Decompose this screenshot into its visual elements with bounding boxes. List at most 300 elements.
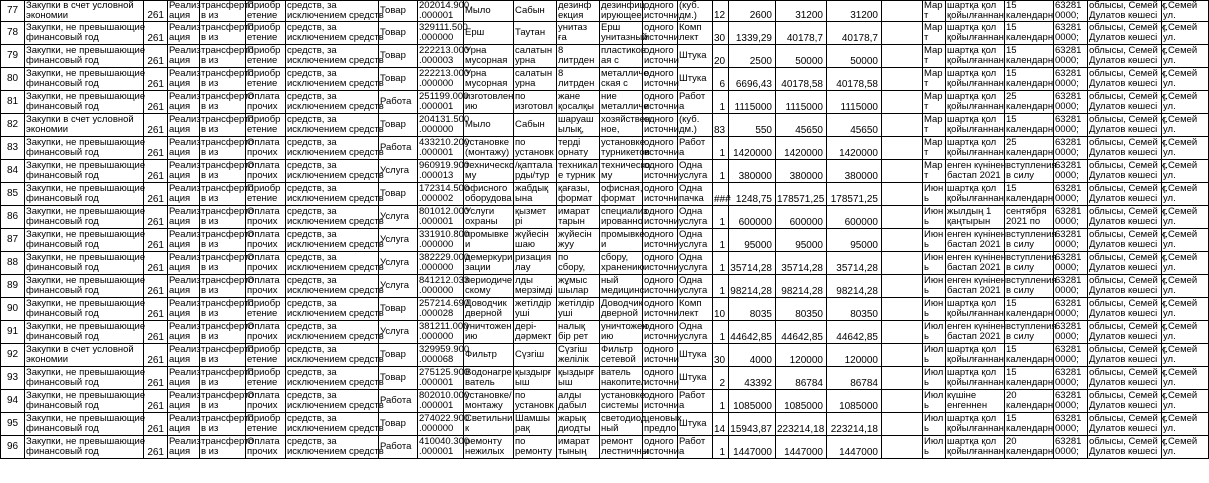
delivery-term-kz-cell[interactable]: енген күнінен бастап 2021 [947, 229, 1006, 250]
subject-type-cell[interactable]: Услуга [379, 275, 418, 298]
address-ru-cell[interactable]: г.Семей ул. [1162, 275, 1209, 298]
realization-cell[interactable]: Реализ ация [169, 436, 201, 457]
purchase-type-cell[interactable]: Закупки, не превышающие финансовый год [26, 252, 146, 273]
description-kz-cell[interactable]: дезинф екция [557, 1, 600, 22]
unit-price-cell[interactable]: 1248,75 [729, 183, 776, 206]
transfer-cell[interactable]: трансферто в из [201, 160, 254, 181]
ktru-code-cell[interactable]: 204131.500 .000000 [419, 114, 470, 135]
address-ru-cell[interactable]: г.Семей ул. [1162, 137, 1209, 160]
amount-cell[interactable]: 380000 [776, 160, 827, 183]
purchase-type-cell[interactable]: Закупки в счет условной экономии [25, 1, 144, 22]
address-kz-cell[interactable]: облысы, Семей қ, Дулатов көшесі [1089, 137, 1168, 158]
total-cell[interactable]: 98214,28 [827, 275, 882, 298]
quantity-cell[interactable]: 1 [713, 206, 729, 229]
kato-cell[interactable]: 63281 0000; [1054, 436, 1088, 459]
unit-price-cell[interactable]: 550 [729, 114, 776, 137]
subject-type-cell[interactable]: Товар [379, 367, 418, 390]
unit-price-cell[interactable]: 43392 [729, 367, 776, 390]
description-ru-cell[interactable]: офисная, формат [601, 183, 643, 204]
delivery-term-ru-cell[interactable]: 15 календарн [1006, 114, 1054, 135]
description-ru-cell[interactable]: хозяйствен ное, [601, 114, 651, 135]
empty-cell[interactable] [882, 367, 923, 390]
acquisition-cell[interactable]: Оплата прочих [246, 252, 286, 275]
delivery-term-kz-cell[interactable]: шартқа қол қойылғаннан [947, 436, 1004, 457]
name-ru-cell[interactable]: ремонту нежилых [464, 436, 514, 459]
amount-cell[interactable]: 98214,28 [776, 275, 827, 298]
ktru-code-cell[interactable]: 960919.900 .000013 [419, 160, 470, 181]
name-ru-cell[interactable]: Доводчик дверной [464, 298, 514, 321]
total-cell[interactable]: 178571,25 [827, 183, 882, 206]
name-ru-cell[interactable]: промывке и [464, 229, 514, 252]
funds-cell[interactable]: средств, за исключением средств [287, 390, 384, 411]
unit-cell[interactable]: (куб. дм.) [678, 114, 713, 137]
description-kz-cell[interactable]: жарық диодты [557, 413, 600, 436]
acquisition-cell[interactable]: Приобр етение [246, 114, 286, 137]
row-number-cell[interactable]: 85 [1, 183, 25, 206]
purchase-type-cell[interactable]: Закупки, не превышающие финансовый год [26, 436, 146, 457]
funds-cell[interactable]: средств, за исключением средств [287, 114, 384, 135]
method-cell[interactable]: одного источни [644, 160, 679, 181]
name-ru-cell[interactable]: Светильни к [465, 413, 513, 434]
realization-cell[interactable]: Реализ ация [169, 114, 201, 135]
month-cell[interactable]: Июл ь [923, 390, 946, 413]
description-ru-cell[interactable]: Фильтр сетевой [600, 344, 643, 367]
total-cell[interactable]: 35714,28 [827, 252, 882, 275]
delivery-term-kz-cell[interactable]: енген күнінен бастап 2021 [947, 160, 1006, 181]
amount-cell[interactable]: 86784 [776, 367, 827, 390]
acquisition-cell[interactable]: Приобр етение [246, 413, 286, 436]
empty-cell[interactable] [882, 22, 923, 45]
quantity-cell[interactable]: 10 [713, 298, 729, 321]
subject-type-cell[interactable]: Товар [379, 413, 418, 436]
realization-cell[interactable]: Реализ ация [169, 206, 201, 227]
program-code-cell[interactable]: 261 [144, 183, 168, 206]
kato-cell[interactable]: 63281 0000; [1054, 1, 1088, 22]
kato-cell[interactable]: 63281 0000; [1054, 390, 1088, 413]
program-code-cell[interactable]: 261 [144, 137, 168, 160]
row-number-cell[interactable]: 91 [1, 321, 25, 344]
month-cell[interactable]: Июн ь [923, 206, 946, 229]
name-kz-cell[interactable]: по установк [514, 137, 557, 160]
ktru-code-cell[interactable]: 275125.900 .000001 [419, 367, 470, 388]
transfer-cell[interactable]: трансферто в из [201, 390, 254, 411]
name-kz-cell[interactable]: жетілдір уші [514, 298, 557, 321]
row-number-cell[interactable]: 87 [1, 229, 25, 252]
total-cell[interactable]: 80350 [827, 298, 882, 321]
subject-type-cell[interactable]: Услуга [379, 160, 418, 183]
realization-cell[interactable]: Реализ ация [169, 298, 201, 319]
description-ru-cell[interactable]: ремонт лестничны [601, 436, 649, 457]
unit-price-cell[interactable]: 6696,43 [729, 68, 776, 91]
name-kz-cell[interactable]: ризация лау [514, 252, 557, 275]
method-cell[interactable]: одного источни [644, 275, 679, 296]
name-kz-cell[interactable]: лды мерзімді [514, 275, 557, 298]
delivery-term-kz-cell[interactable]: шартқа қол қойылғаннан [947, 68, 1004, 89]
funds-cell[interactable]: средств, за исключением средств [287, 160, 384, 181]
unit-cell[interactable]: Одна услуга [678, 160, 713, 183]
ktru-code-cell[interactable]: 329959.900 .000068 [419, 344, 470, 365]
kato-cell[interactable]: 63281 0000; [1054, 206, 1088, 229]
method-cell[interactable]: одного источни [644, 390, 679, 411]
subject-type-cell[interactable]: Работа [379, 137, 418, 160]
description-ru-cell[interactable]: уничтожен ию [601, 321, 648, 342]
purchase-type-cell[interactable]: Закупки, не превышающие финансовый год [26, 367, 146, 388]
month-cell[interactable]: Мар т [923, 22, 946, 45]
method-cell[interactable]: одного источни [644, 436, 679, 457]
method-cell[interactable]: одного источни [644, 114, 679, 135]
delivery-term-ru-cell[interactable]: 15 календарн [1006, 367, 1054, 388]
address-ru-cell[interactable]: г.Семей ул. [1162, 91, 1209, 114]
total-cell[interactable]: 1447000 [827, 436, 882, 459]
description-kz-cell[interactable]: жане қосалқы [557, 91, 600, 114]
description-kz-cell[interactable]: налық бір рет [557, 321, 600, 344]
unit-price-cell[interactable]: 2500 [729, 45, 776, 68]
unit-cell[interactable]: Комп лект [678, 22, 713, 45]
quantity-cell[interactable]: 1 [713, 252, 729, 275]
program-code-cell[interactable]: 261 [144, 114, 168, 137]
purchase-type-cell[interactable]: Закупки, не превышающие финансовый год [26, 413, 146, 434]
realization-cell[interactable]: Реализ ация [169, 183, 201, 204]
transfer-cell[interactable]: трансферто в из [201, 206, 254, 227]
row-number-cell[interactable]: 79 [1, 45, 25, 68]
purchase-type-cell[interactable]: Закупки, не превышающие финансовый год [26, 229, 146, 250]
month-cell[interactable]: Июн ь [923, 229, 946, 252]
total-cell[interactable]: 120000 [827, 344, 882, 367]
row-number-cell[interactable]: 88 [1, 252, 25, 275]
address-kz-cell[interactable]: облысы, Семей қ, Дулатов көшесі [1089, 114, 1168, 135]
empty-cell[interactable] [882, 390, 923, 413]
quantity-cell[interactable]: 1 [713, 160, 729, 183]
delivery-term-kz-cell[interactable]: шартқа қол қойылғаннан [947, 367, 1004, 388]
transfer-cell[interactable]: трансферто в из [201, 252, 254, 273]
kato-cell[interactable]: 63281 0000; [1054, 321, 1088, 344]
address-kz-cell[interactable]: облысы, Семей қ, Дулатов көшесі [1089, 252, 1168, 273]
month-cell[interactable]: Мар т [923, 68, 946, 91]
acquisition-cell[interactable]: Оплата прочих [246, 436, 286, 459]
kato-cell[interactable]: 63281 0000; [1054, 114, 1088, 137]
name-kz-cell[interactable]: по установк [514, 390, 557, 413]
month-cell[interactable]: Июн ь [923, 275, 946, 298]
unit-price-cell[interactable]: 35714,28 [729, 252, 776, 275]
subject-type-cell[interactable]: Работа [379, 91, 418, 114]
delivery-term-kz-cell[interactable]: шартқа қол қойылғаннан [947, 45, 1004, 66]
description-kz-cell[interactable]: 8 литрден [557, 45, 600, 68]
name-ru-cell[interactable]: периодиче скому [465, 275, 513, 296]
description-kz-cell[interactable]: техникал е турник [558, 160, 598, 181]
ktru-code-cell[interactable]: 222213.000 .000000 [419, 68, 470, 89]
delivery-term-ru-cell[interactable]: 15 календарн [1006, 22, 1054, 43]
total-cell[interactable]: 40178,58 [827, 68, 882, 91]
realization-cell[interactable]: Реализ ация [169, 91, 201, 112]
delivery-term-ru-cell[interactable]: 15 календарн [1006, 45, 1054, 66]
total-cell[interactable]: 40178,7 [827, 22, 882, 45]
purchase-type-cell[interactable]: Закупки, не превышающие финансовый год [26, 137, 146, 158]
name-ru-cell[interactable]: Мыло [464, 1, 514, 22]
name-ru-cell[interactable]: Урна мусорная [464, 68, 514, 91]
delivery-term-kz-cell[interactable]: шартқа қол қойылғаннан [947, 298, 1004, 319]
funds-cell[interactable]: средств, за исключением средств [287, 206, 384, 227]
address-kz-cell[interactable]: облысы, Семей қ, Дулатов көшесі [1089, 436, 1168, 457]
realization-cell[interactable]: Реализ ация [169, 137, 201, 158]
address-kz-cell[interactable]: облысы, Семей қ, Дулатов көшесі [1089, 413, 1168, 434]
address-ru-cell[interactable]: г.Семей ул. [1162, 367, 1209, 390]
address-kz-cell[interactable]: облысы, Семей қ, Дулатов көшесі [1089, 160, 1168, 181]
name-kz-cell[interactable]: по изготовл [514, 91, 557, 114]
total-cell[interactable]: 600000 [827, 206, 882, 229]
kato-cell[interactable]: 63281 0000; [1054, 298, 1088, 321]
acquisition-cell[interactable]: Приобр етение [246, 22, 286, 45]
unit-cell[interactable]: Штука [678, 413, 713, 436]
name-ru-cell[interactable]: техническо му [465, 160, 515, 181]
unit-cell[interactable]: Работ а [678, 390, 713, 413]
month-cell[interactable]: Июн ь [923, 252, 946, 275]
delivery-term-ru-cell[interactable]: вступления в силу [1006, 160, 1057, 181]
amount-cell[interactable]: 31200 [776, 1, 827, 22]
unit-cell[interactable]: Одна услуга [678, 229, 713, 252]
ktru-code-cell[interactable]: 382229.000 .000000 [419, 252, 470, 273]
month-cell[interactable]: Июл ь [923, 413, 946, 436]
month-cell[interactable]: Июн ь [923, 298, 946, 321]
delivery-term-kz-cell[interactable]: шартқа қол қойылғаннан [947, 22, 1004, 43]
total-cell[interactable]: 50000 [827, 45, 882, 68]
row-number-cell[interactable]: 82 [1, 114, 25, 137]
address-ru-cell[interactable]: г.Семей ул. [1162, 114, 1209, 137]
quantity-cell[interactable]: 12 [713, 1, 729, 22]
quantity-cell[interactable]: 1 [713, 275, 729, 298]
acquisition-cell[interactable]: Оплата прочих [246, 321, 286, 344]
quantity-cell[interactable]: ### [713, 183, 729, 206]
method-cell[interactable]: одного источни [644, 137, 679, 158]
address-kz-cell[interactable]: облысы, Семей қ, Дулатов көшесі [1089, 298, 1168, 319]
delivery-term-kz-cell[interactable]: енген күнінен бастап 2021 [947, 252, 1006, 273]
delivery-term-ru-cell[interactable]: 20 календарн [1006, 436, 1054, 457]
delivery-term-ru-cell[interactable]: вступления в силу [1006, 252, 1057, 273]
acquisition-cell[interactable]: Оплата прочих [246, 160, 286, 183]
purchase-type-cell[interactable]: Закупки, не превышающие финансовый год [26, 91, 146, 112]
realization-cell[interactable]: Реализ ация [169, 68, 201, 89]
realization-cell[interactable]: Реализ ация [169, 275, 201, 296]
purchase-type-cell[interactable]: Закупки, не превышающие финансовый год [26, 45, 146, 66]
method-cell[interactable]: одного источни [644, 298, 679, 319]
description-kz-cell[interactable]: Сүзгіш желілік [557, 344, 600, 367]
realization-cell[interactable]: Реализ ация [169, 45, 201, 66]
acquisition-cell[interactable]: Приобр етение [246, 298, 286, 321]
delivery-term-ru-cell[interactable]: вступления в силу [1006, 321, 1057, 342]
address-ru-cell[interactable]: г.Семей ул. [1162, 229, 1209, 252]
name-ru-cell[interactable]: Урна мусорная [464, 45, 514, 68]
method-cell[interactable]: одного источни [644, 0, 679, 21]
quantity-cell[interactable]: 14 [713, 413, 729, 436]
row-number-cell[interactable]: 80 [1, 68, 25, 91]
name-ru-cell[interactable]: офисного оборудова [465, 183, 512, 204]
delivery-term-ru-cell[interactable]: 25 календарн [1006, 137, 1054, 158]
purchase-type-cell[interactable]: Закупки, не превышающие финансовый год [26, 160, 146, 181]
empty-cell[interactable] [882, 114, 923, 137]
subject-type-cell[interactable]: Товар [379, 1, 418, 22]
unit-cell[interactable]: Одна пачка [678, 183, 713, 206]
acquisition-cell[interactable]: Оплата прочих [246, 229, 286, 252]
program-code-cell[interactable]: 261 [144, 91, 168, 114]
transfer-cell[interactable]: трансферто в из [201, 137, 254, 158]
ktru-code-cell[interactable]: 172314.500 .000002 [419, 183, 470, 204]
amount-cell[interactable]: 600000 [776, 206, 827, 229]
unit-price-cell[interactable]: 44642,85 [729, 321, 776, 344]
row-number-cell[interactable]: 96 [1, 436, 25, 459]
unit-cell[interactable]: Работ а [678, 137, 713, 160]
address-ru-cell[interactable]: г.Семей ул. [1162, 298, 1209, 321]
description-ru-cell[interactable]: ватель накопител [601, 367, 647, 388]
description-ru-cell[interactable]: пластиков ая с [601, 45, 646, 66]
subject-type-cell[interactable]: Товар [379, 344, 418, 367]
description-ru-cell[interactable]: металличе ская с [601, 68, 649, 89]
name-ru-cell[interactable]: изготовлен ию [465, 91, 514, 112]
kato-cell[interactable]: 63281 0000; [1054, 45, 1088, 68]
address-ru-cell[interactable]: г.Семей ул. [1162, 160, 1209, 183]
amount-cell[interactable]: 40178,58 [776, 68, 827, 91]
name-ru-cell[interactable]: Фильтр [464, 344, 514, 367]
delivery-term-ru-cell[interactable]: 15 календарн [1006, 0, 1054, 21]
kato-cell[interactable]: 63281 0000; [1054, 344, 1088, 367]
subject-type-cell[interactable]: Услуга [379, 206, 418, 229]
purchase-type-cell[interactable]: Закупки в счет условной экономии [25, 344, 144, 367]
quantity-cell[interactable]: 1 [713, 91, 729, 114]
realization-cell[interactable]: Реализ ация [169, 367, 201, 388]
empty-cell[interactable] [882, 206, 923, 229]
description-kz-cell[interactable]: жүйесін жуу [557, 229, 600, 252]
quantity-cell[interactable]: 83 [713, 114, 729, 137]
acquisition-cell[interactable]: Приобр етение [246, 344, 286, 367]
ktru-code-cell[interactable]: 841212.033 .000000 [419, 275, 470, 296]
name-kz-cell[interactable]: Сабын [514, 114, 557, 137]
empty-cell[interactable] [882, 137, 923, 160]
description-ru-cell[interactable]: Ерш унитазный [601, 22, 648, 43]
realization-cell[interactable]: Реализ ация [169, 0, 201, 21]
delivery-term-ru-cell[interactable]: сентября 2021 по [1005, 206, 1054, 229]
delivery-term-kz-cell[interactable]: шартқа қол қойылғаннан [947, 413, 1004, 434]
empty-cell[interactable] [882, 68, 923, 91]
empty-cell[interactable] [882, 436, 923, 459]
realization-cell[interactable]: Реализ ация [169, 321, 201, 342]
unit-cell[interactable]: Штука [678, 344, 713, 367]
description-kz-cell[interactable]: шаруаш ылық, [557, 114, 600, 137]
description-kz-cell[interactable]: имарат тарын [557, 206, 600, 229]
description-kz-cell[interactable]: жұмыс шылар [557, 275, 600, 298]
funds-cell[interactable]: средств, за исключением средств [287, 68, 384, 89]
delivery-term-kz-cell[interactable]: жылдың 1 қаңтырын [946, 206, 1005, 229]
delivery-term-kz-cell[interactable]: шартқа қол қойылғаннан [947, 183, 1004, 204]
description-ru-cell[interactable]: дезинфиц ирующее, [601, 0, 646, 21]
description-ru-cell[interactable]: установке турникетов [601, 137, 650, 158]
description-ru-cell[interactable]: ние металличе [601, 91, 649, 112]
transfer-cell[interactable]: трансферто в из [201, 0, 254, 21]
name-kz-cell[interactable]: жабдық ына [514, 183, 557, 206]
subject-type-cell[interactable]: Товар [379, 183, 418, 206]
empty-cell[interactable] [882, 45, 923, 68]
subject-type-cell[interactable]: Товар [379, 298, 418, 321]
transfer-cell[interactable]: трансферто в из [201, 275, 254, 296]
delivery-term-kz-cell[interactable]: шартқа қол қойылғаннан [947, 137, 1004, 158]
program-code-cell[interactable]: 261 [144, 68, 168, 91]
delivery-term-ru-cell[interactable]: вступления в силу [1006, 229, 1057, 250]
row-number-cell[interactable]: 78 [1, 22, 25, 45]
address-ru-cell[interactable]: г.Семей ул. [1162, 206, 1209, 229]
kato-cell[interactable]: 63281 0000; [1054, 22, 1088, 45]
program-code-cell[interactable]: 261 [144, 321, 168, 344]
month-cell[interactable]: Июл ь [923, 367, 946, 390]
delivery-term-ru-cell[interactable]: 15 календарн [1006, 183, 1054, 204]
description-kz-cell[interactable]: жетілдір уші [557, 298, 600, 321]
acquisition-cell[interactable]: Оплата прочих [246, 91, 286, 114]
month-cell[interactable]: Июл ь [923, 321, 946, 344]
total-cell[interactable]: 380000 [827, 160, 882, 183]
method-cell[interactable]: одного источни [644, 68, 679, 89]
purchase-type-cell[interactable]: Закупки, не превышающие финансовый год [26, 321, 146, 342]
name-kz-cell[interactable]: жүйесін шаю [514, 229, 557, 252]
quantity-cell[interactable]: 30 [713, 344, 729, 367]
amount-cell[interactable]: 178571,25 [776, 183, 827, 206]
address-ru-cell[interactable]: г.Семей ул. [1162, 344, 1209, 367]
description-ru-cell[interactable]: промывке и [601, 229, 645, 250]
unit-price-cell[interactable]: 1447000 [729, 436, 776, 459]
total-cell[interactable]: 1420000 [827, 137, 882, 160]
method-cell[interactable]: одного источни [644, 183, 679, 204]
funds-cell[interactable]: средств, за исключением средств [287, 0, 384, 21]
unit-cell[interactable]: Работ а [678, 436, 713, 459]
funds-cell[interactable]: средств, за исключением средств [287, 22, 384, 43]
address-kz-cell[interactable]: облысы, Семей қ, Дулатов көшесі [1089, 344, 1168, 365]
program-code-cell[interactable]: 261 [144, 367, 168, 390]
unit-price-cell[interactable]: 98214,28 [729, 275, 776, 298]
row-number-cell[interactable]: 93 [1, 367, 25, 390]
amount-cell[interactable]: 95000 [776, 229, 827, 252]
description-kz-cell[interactable]: 8 литрден [557, 68, 600, 91]
name-kz-cell[interactable]: Таутан [514, 22, 557, 45]
description-ru-cell[interactable]: установке системы [601, 390, 646, 411]
name-ru-cell[interactable]: Ерш [464, 22, 514, 45]
quantity-cell[interactable]: 6 [713, 68, 729, 91]
purchase-type-cell[interactable]: Закупки, не превышающие финансовый год [26, 275, 146, 296]
description-kz-cell[interactable]: терді орнату [557, 137, 600, 160]
purchase-type-cell[interactable]: Закупки, не превышающие финансовый год [26, 298, 146, 319]
acquisition-cell[interactable]: Приобр етение [246, 367, 286, 390]
purchase-type-cell[interactable]: Закупки, не превышающие финансовый год [26, 183, 146, 204]
kato-cell[interactable]: 63281 0000; [1054, 91, 1088, 114]
delivery-term-kz-cell[interactable]: шартқа қол қойылғаннан [947, 0, 1004, 21]
empty-cell[interactable] [882, 160, 923, 183]
method-cell[interactable]: одного источни [644, 206, 679, 227]
transfer-cell[interactable]: трансферто в из [201, 321, 254, 342]
description-kz-cell[interactable]: алды дабыл [557, 390, 600, 413]
acquisition-cell[interactable]: Оплата прочих [246, 206, 286, 229]
funds-cell[interactable]: средств, за исключением средств [287, 91, 384, 112]
name-kz-cell[interactable]: дері- дәрмект [514, 321, 557, 344]
funds-cell[interactable]: средств, за исключением средств [287, 344, 384, 365]
empty-cell[interactable] [882, 229, 923, 252]
amount-cell[interactable]: 1447000 [776, 436, 827, 459]
acquisition-cell[interactable]: Приобр етение [246, 68, 286, 91]
description-kz-cell[interactable]: унитаз ға [557, 22, 600, 45]
total-cell[interactable]: 1085000 [827, 390, 882, 413]
description-kz-cell[interactable]: по сбору, [557, 252, 600, 275]
address-kz-cell[interactable]: облысы, Семей қ, Дулатов көшесі [1089, 22, 1168, 43]
empty-cell[interactable] [882, 298, 923, 321]
program-code-cell[interactable]: 261 [144, 229, 168, 252]
description-kz-cell[interactable]: имарат тының [557, 436, 600, 459]
acquisition-cell[interactable]: Приобр етение [246, 1, 286, 22]
address-ru-cell[interactable]: г.Семей ул. [1162, 68, 1209, 91]
row-number-cell[interactable]: 77 [1, 1, 25, 22]
unit-cell[interactable]: Одна услуга [678, 252, 713, 275]
